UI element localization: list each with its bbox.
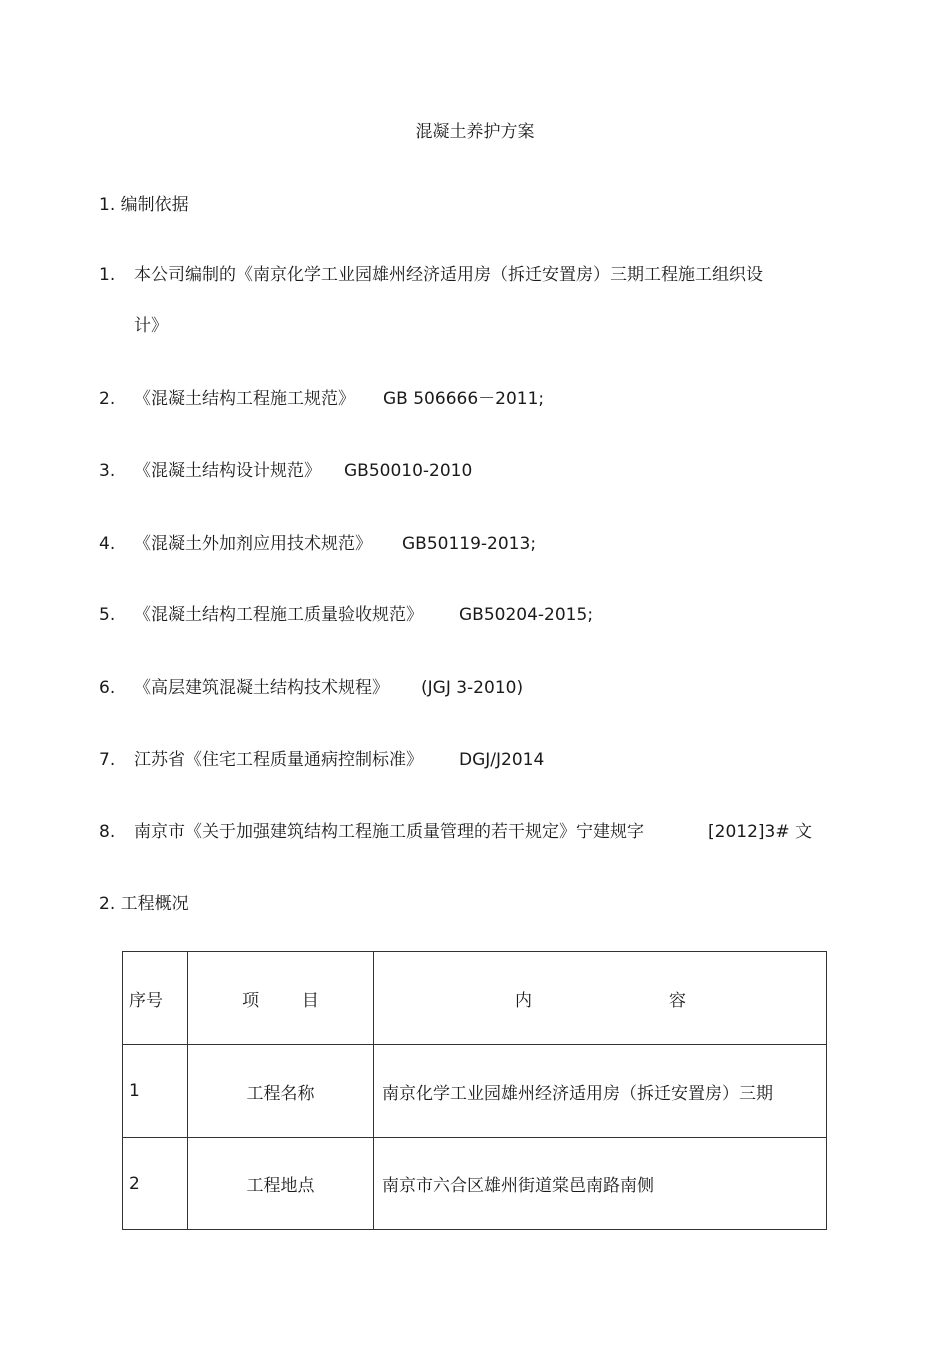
section-heading-basis: 1. 编制依据 [99,195,189,215]
header-content-char-a: 内 [515,990,532,1011]
cell-item: 工程名称 [188,1045,374,1138]
list-item-number: 5. [99,605,116,625]
list-item-code: GB 506666－2011; [383,389,545,409]
header-content [374,952,827,1045]
cell-item: 工程地点 [188,1138,374,1230]
list-item-number: 7. [99,750,116,770]
list-item-text-continuation: 计》 [134,316,168,336]
header-content-char-b: 容 [669,990,686,1011]
list-item-code: GB50204-2015; [459,605,594,625]
list-item-text: 《混凝土结构工程施工规范》 [134,389,355,409]
header-item [188,952,374,1045]
cell-seq: 2 [123,1138,188,1230]
list-item-number: 3. [99,461,116,481]
cell-content: 南京市六合区雄州街道棠邑南路南侧 [374,1138,827,1230]
list-item-number: 2. [99,389,116,409]
list-item-number: 4. [99,534,116,554]
list-item-number: 6. [99,678,116,698]
list-item-text: 《混凝土外加剂应用技术规范》 [134,534,372,554]
list-item-code: (JGJ 3-2010) [421,678,524,698]
list-item-number: 1. [99,265,116,285]
list-item-text: 《混凝土结构工程施工质量验收规范》 [134,605,423,625]
project-overview-table [122,951,827,1230]
document-title: 混凝土养护方案 [415,122,535,142]
header-seq: 序号 [123,952,188,1045]
section-heading-overview: 2. 工程概况 [99,894,189,914]
list-item-code: DGJ/J2014 [459,750,545,770]
table-header-row [123,952,827,1045]
cell-content: 南京化学工业园雄州经济适用房（拆迁安置房）三期 [374,1045,827,1138]
cell-seq: 1 [123,1045,188,1138]
table-row [123,1138,827,1230]
list-item-text: 江苏省《住宅工程质量通病控制标准》 [134,750,423,770]
list-item-text: 《混凝土结构设计规范》 [134,461,321,481]
list-item-text: 本公司编制的《南京化学工业园雄州经济适用房（拆迁安置房）三期工程施工组织设 [134,265,763,285]
header-item-char-b: 目 [301,990,319,1011]
table-row [123,1045,827,1138]
header-item-char-a: 项 [242,990,260,1011]
list-item-code: GB50010-2010 [344,461,473,481]
list-item-text: 《高层建筑混凝土结构技术规程》 [134,678,389,698]
list-item-code: [2012]3# 文 [708,822,812,842]
list-item-code: GB50119-2013; [402,534,537,554]
list-item-text: 南京市《关于加强建筑结构工程施工质量管理的若干规定》宁建规字 [134,822,644,842]
list-item-number: 8. [99,822,116,842]
